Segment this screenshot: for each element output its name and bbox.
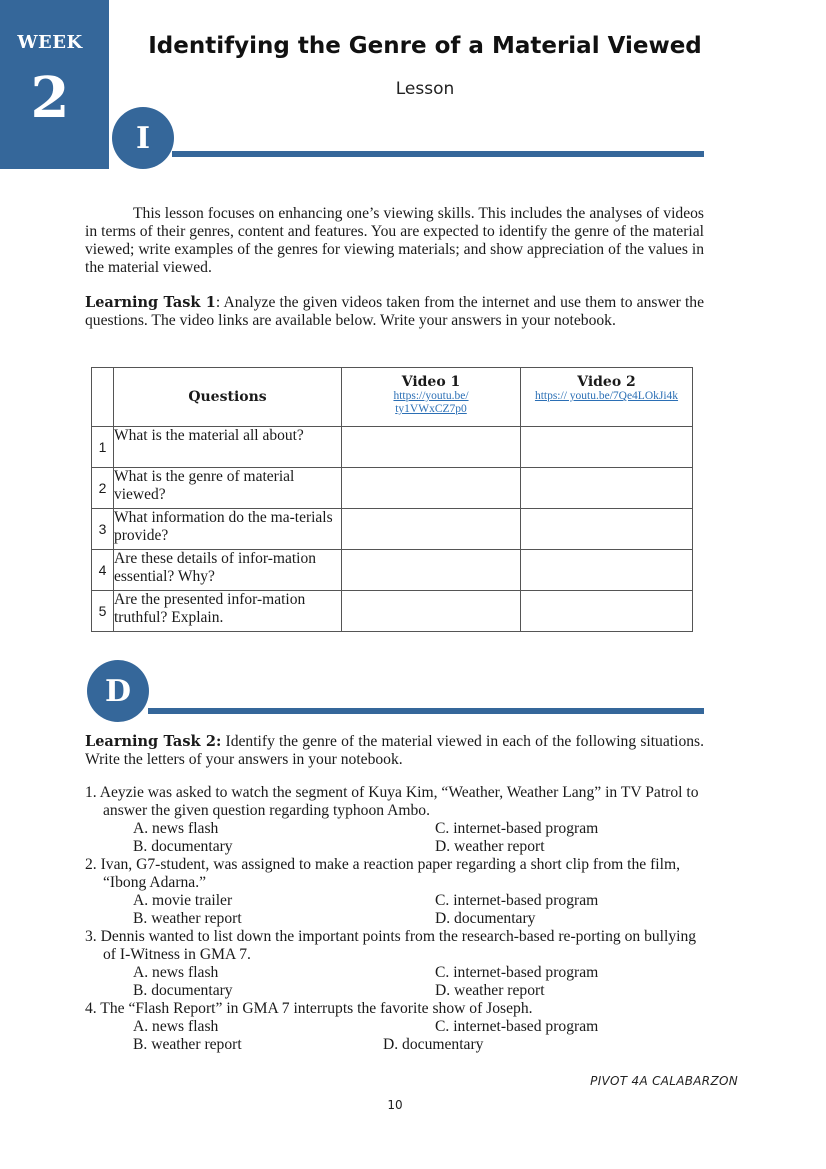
- row-question: Are these details of infor-mation essential? Why?: [114, 550, 342, 591]
- answer-cell-video-1[interactable]: [342, 468, 521, 509]
- page-title: Identifying the Genre of a Material Viewed: [148, 33, 702, 59]
- task-1-label: Learning Task 1: [85, 294, 216, 311]
- section-marker-letter: D: [104, 673, 131, 709]
- questions-table: [91, 367, 693, 632]
- option-c: C. internet-based program: [435, 892, 599, 909]
- answer-cell-video-2[interactable]: [521, 509, 693, 550]
- video-2-title: Video 2: [577, 374, 636, 390]
- section-marker-letter: I: [135, 120, 151, 156]
- video-1-link[interactable]: https://youtu.be/ ty1VWxCZ7p0: [393, 390, 469, 415]
- row-question: What information do the ma-terials provide?: [114, 509, 342, 550]
- answer-cell-video-1[interactable]: [342, 427, 521, 468]
- section-marker-development: [87, 660, 149, 722]
- table-header-questions: Questions: [114, 368, 342, 427]
- option-a: A. news flash: [133, 820, 219, 837]
- question-list: [85, 784, 710, 1054]
- video-2-link[interactable]: https:// youtu.be/7Qe4LOkJi4k: [534, 390, 679, 402]
- learning-task-1: [85, 294, 704, 330]
- week-label: WEEK: [17, 32, 83, 53]
- task-2-instructions: Identify the genre of the material viewed in each of the following situations. Write the letters of your answers in your notebook.: [85, 733, 704, 768]
- page-subtitle: Lesson: [395, 79, 455, 99]
- question-text: 4. The “Flash Report” in GMA 7 interrupts the favorite show of Joseph.: [85, 1000, 533, 1017]
- option-d: D. documentary: [383, 1036, 484, 1053]
- table-row: [92, 468, 693, 509]
- question-item: [85, 856, 710, 928]
- table-header-row: [92, 368, 693, 427]
- question-item: [85, 784, 710, 856]
- table-row: [92, 591, 693, 632]
- row-number: 3: [92, 509, 114, 550]
- answer-cell-video-2[interactable]: [521, 550, 693, 591]
- table-row: [92, 509, 693, 550]
- answer-cell-video-2[interactable]: [521, 468, 693, 509]
- option-c: C. internet-based program: [435, 1018, 599, 1035]
- question-item: [85, 1000, 710, 1054]
- table-header-video-1: [342, 368, 521, 427]
- row-question: Are the presented infor-mation truthful? Explain.: [114, 591, 342, 632]
- page-number: 10: [387, 1098, 403, 1112]
- task-2-label: Learning Task 2:: [85, 733, 222, 750]
- option-b: B. weather report: [133, 1036, 242, 1053]
- answer-cell-video-1[interactable]: [342, 591, 521, 632]
- option-c: C. internet-based program: [435, 820, 599, 837]
- row-question: What is the material all about?: [114, 427, 342, 468]
- week-number: 2: [30, 65, 70, 131]
- option-b: B. weather report: [133, 910, 242, 927]
- question-text: 2. Ivan, G7-student, was assigned to make a reaction paper regarding a short clip from the film, “Ibong Adarna.”: [85, 856, 680, 891]
- row-number: 5: [92, 591, 114, 632]
- answer-cell-video-1[interactable]: [342, 509, 521, 550]
- question-text: 3. Dennis wanted to list down the important points from the research-based re-porting on bullying of I-Witness in GMA 7.: [85, 928, 697, 963]
- row-number: 4: [92, 550, 114, 591]
- row-number: 2: [92, 468, 114, 509]
- option-d: D. weather report: [435, 838, 545, 855]
- section-divider: [172, 151, 704, 157]
- section-marker-introduction: [112, 107, 174, 169]
- answer-cell-video-2[interactable]: [521, 591, 693, 632]
- answer-cell-video-1[interactable]: [342, 550, 521, 591]
- table-row: [92, 427, 693, 468]
- learning-task-2: [85, 733, 704, 769]
- row-question: What is the genre of material viewed?: [114, 468, 342, 509]
- table-row: [92, 550, 693, 591]
- footer-region: PIVOT 4A CALABARZON: [590, 1074, 738, 1088]
- section-divider: [148, 708, 704, 714]
- option-d: D. weather report: [435, 982, 545, 999]
- table-header-video-2: [521, 368, 693, 427]
- answer-cell-video-2[interactable]: [521, 427, 693, 468]
- video-1-title: Video 1: [401, 374, 461, 390]
- task-1-instructions: : Analyze the given videos taken from the internet and use them to answer the questions. The video links are available below. Write your answers in your notebook.: [85, 294, 704, 329]
- option-d: D. documentary: [435, 910, 536, 927]
- intro-paragraph: This lesson focuses on enhancing one’s viewing skills. This includes the analyses of videos in terms of their genres, content and features. You are expected to identify the genre of the material viewed; write examples of the genres for viewing materials; and show appreciation of the values in the material viewed.: [85, 205, 704, 276]
- option-a: A. movie trailer: [133, 892, 233, 909]
- question-item: [85, 928, 710, 1000]
- option-b: B. documentary: [133, 838, 233, 855]
- option-b: B. documentary: [133, 982, 233, 999]
- table-header-number: [92, 368, 114, 427]
- option-a: A. news flash: [133, 964, 219, 981]
- question-text: 1. Aeyzie was asked to watch the segment of Kuya Kim, “Weather, Weather Lang” in TV Patrol to answer the given question regarding typhoon Ambo.: [85, 784, 699, 819]
- row-number: 1: [92, 427, 114, 468]
- option-c: C. internet-based program: [435, 964, 599, 981]
- option-a: A. news flash: [133, 1018, 219, 1035]
